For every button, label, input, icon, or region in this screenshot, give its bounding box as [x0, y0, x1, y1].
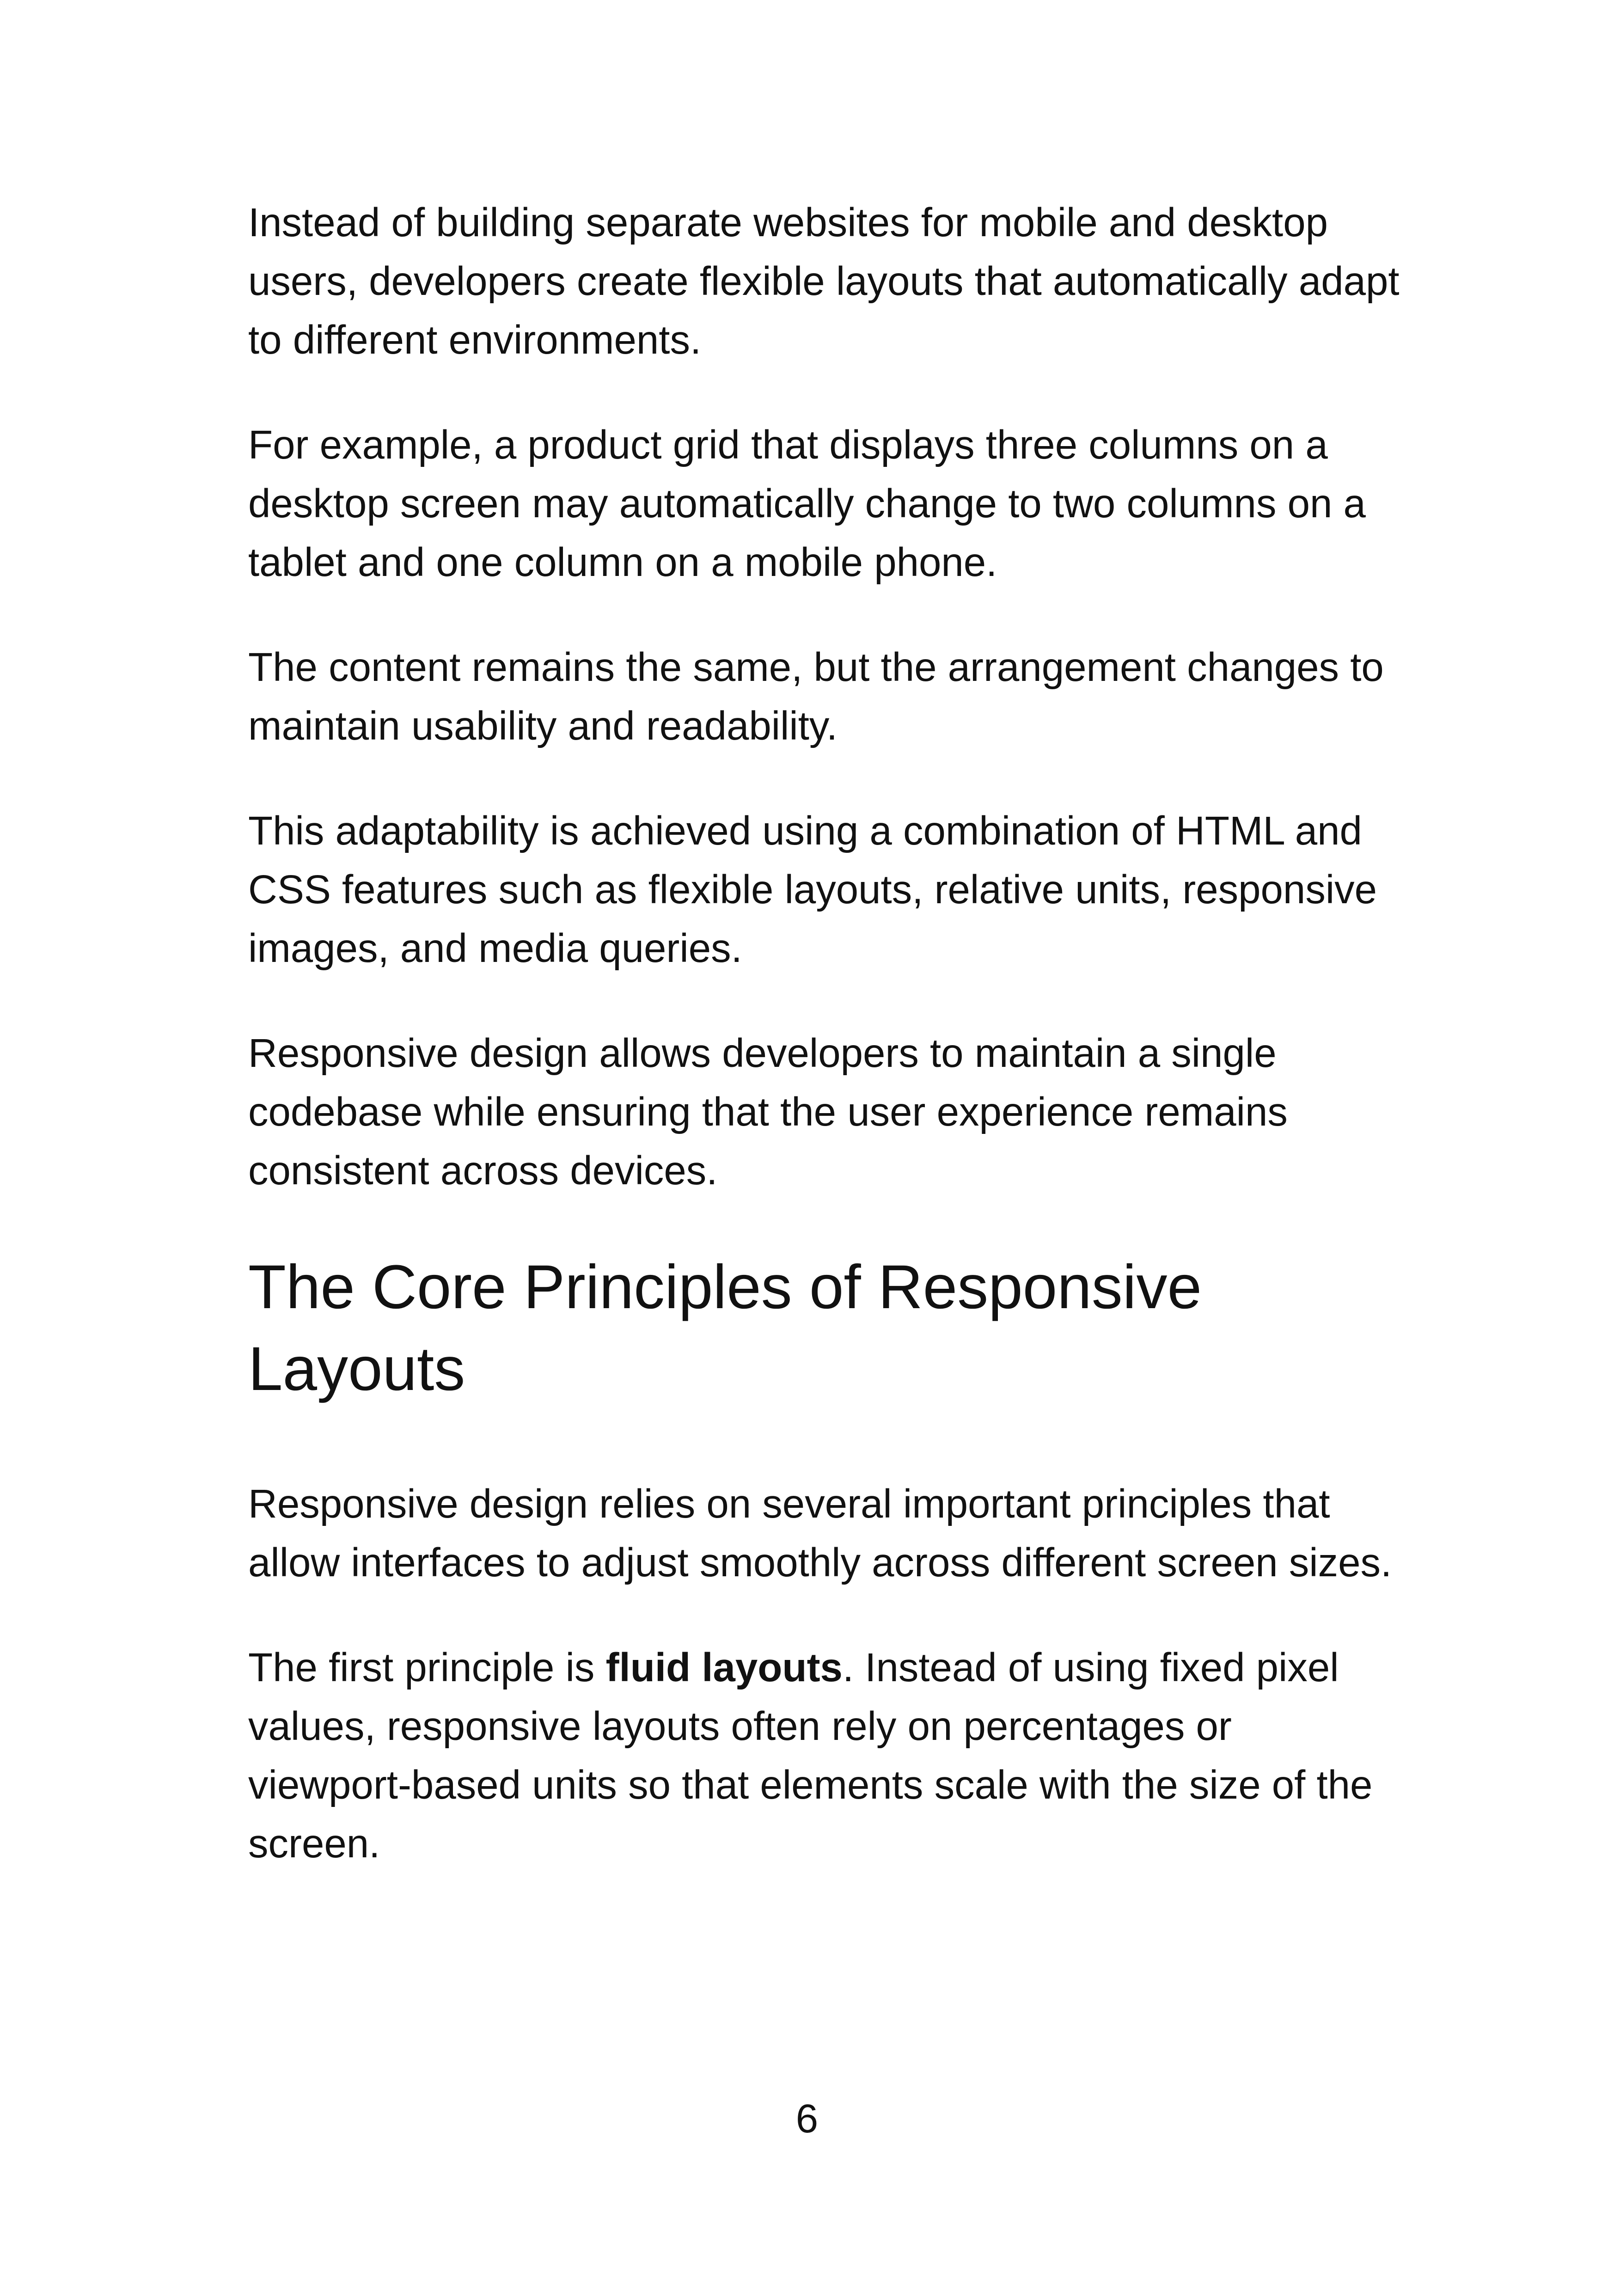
paragraph-product-grid-example: For example, a product grid that displays three columns on a desktop screen may automatically change to two columns on a tablet and one column on a mobile phone.	[248, 422, 1366, 585]
paragraph-principles-intro: Responsive design relies on several important principles that allow interfaces to adjust smoothly across different screen sizes.	[248, 1482, 1392, 1585]
fluid-layouts-rest-text: . Instead of using fixed pixel values, responsive layouts often rely on percentages or viewport-based units so that elements scale with the size of the screen.	[248, 1645, 1373, 1866]
paragraph-fluid-layouts	[248, 1638, 1404, 1873]
page-number: 6	[795, 2096, 819, 2141]
page-body	[248, 193, 1404, 1919]
paragraph-adaptability: This adaptability is achieved using a combination of HTML and CSS features such as flexible layouts, relative units, responsive images, and media queries.	[248, 808, 1377, 971]
paragraph-content-remains: The content remains the same, but the arrangement changes to maintain usability and readability.	[248, 645, 1384, 748]
fluid-layouts-lead-text: The first principle is	[248, 1645, 606, 1690]
section-heading: The Core Principles of Responsive Layouts	[248, 1253, 1202, 1403]
paragraph-single-codebase: Responsive design allows developers to maintain a single codebase while ensuring that the user experience remains consistent across devices.	[248, 1031, 1288, 1193]
paragraph-separate-websites: Instead of building separate websites for mobile and desktop users, developers create flexible layouts that automatically adapt to different environments.	[248, 200, 1400, 362]
fluid-layouts-bold-term: fluid layouts	[605, 1645, 843, 1690]
